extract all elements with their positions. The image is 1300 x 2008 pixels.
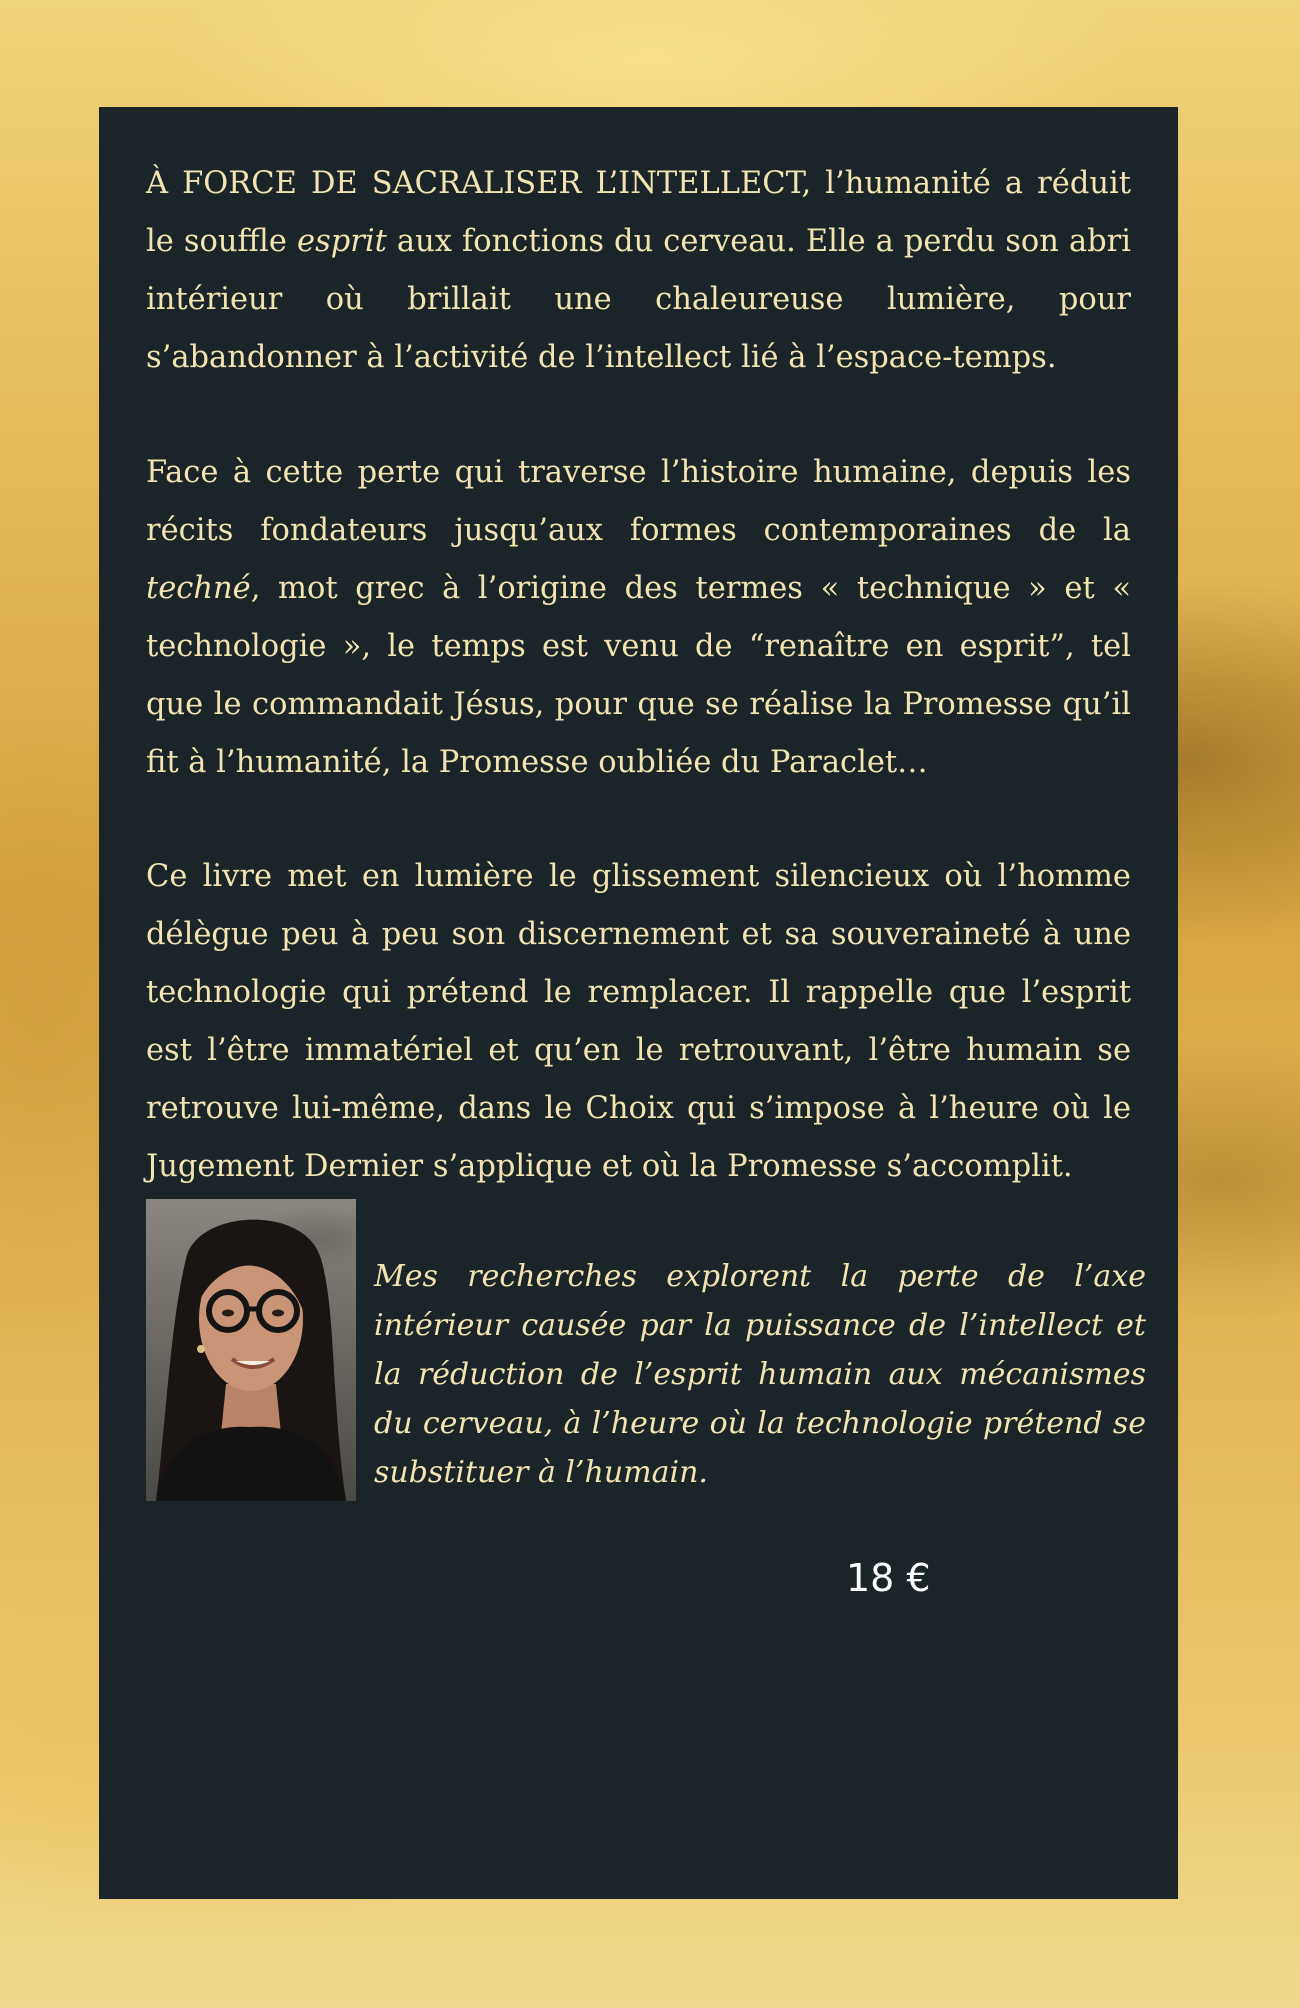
second-emphasis: techné [146, 571, 251, 606]
intro-lead: À FORCE DE SACRALISER L’INTELLECT, l’humanité a réduit le souffle [146, 166, 1131, 259]
second-lead: Face à cette perte qui traverse l’histoire humaine, depuis les récits fondateurs jusqu’aux formes contemporaines de la [146, 455, 1131, 548]
author-portrait-icon [146, 1199, 356, 1501]
intro-paragraph [146, 155, 1131, 387]
intro-emphasis: esprit [297, 224, 387, 259]
third-paragraph: Ce livre met en lumière le glissement silencieux où l’homme délègue peu à peu son discernement et sa souveraineté à une technologie qui prétend le remplacer. Il rappelle que l’esprit est l’être immatériel et qu’en le retrouvant, l’être humain se retrouve lui-même, dans le Choix qui s’impose à l’heure où le Jugement Dernier s’applique et où la Promesse s’accomplit. [146, 859, 1131, 1184]
author-photo [146, 1199, 356, 1501]
intro-rest: aux fonctions du cerveau. Elle a perdu son abri intérieur où brillait une chaleureuse lumière, pour s’abandonner à l’activité de l’intellect lié à l’espace-temps. [146, 224, 1132, 375]
price-label: 18 € [846, 1556, 931, 1600]
second-paragraph [146, 444, 1131, 792]
author-bio: Mes recherches explorent la perte de l’axe intérieur causée par la puissance de l’intellect et la réduction de l’esprit humain aux mécanismes du cerveau, à l’heure où la technologie prétend se substituer à l’humain. [374, 1259, 1146, 1490]
second-rest: , mot grec à l’origine des termes « technique » et « technologie », le temps est venu de “renaître en esprit”, tel que le commandait Jésus, pour que se réalise la Promesse qu’il fit à l’humanité, la Promesse oubliée du Paraclet… [146, 571, 1131, 780]
